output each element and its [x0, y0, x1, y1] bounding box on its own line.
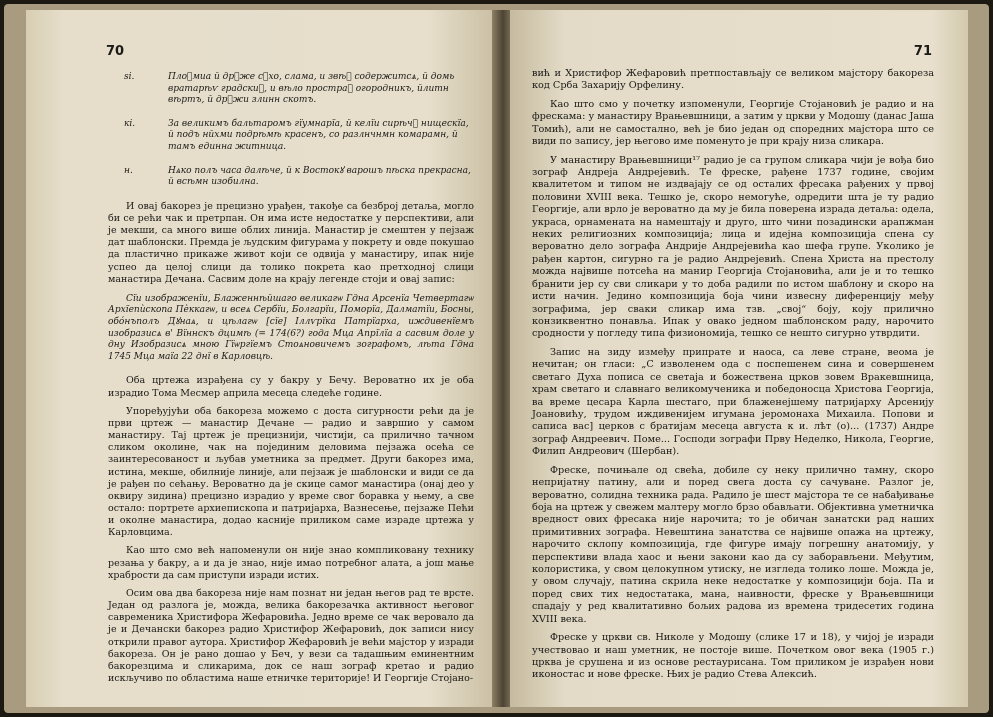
- right-page: [510, 10, 968, 707]
- list-item-text: За великимъ бальтаромъ гїумнарїа, й келїи сирѣчⷩ нищескїа, й подъ нйхми подрѣмѣ красенъ, со разлнчнмн комарамн, й тамъ единна житница.: [168, 118, 469, 152]
- church-slavonic-list: [108, 72, 474, 189]
- paragraph: У манастиру Врањевшници¹⁷ радио је са групом сликара чији је вођа био зограф Андреја Андрејевић. Те фреске, рађене 1737 године, својим квалитетом и типом не издвајају се од осталих фресака рађених у првој половини XVIII века. Тешко је, скоро немогуће, одредити шта је ту радио Георгије, али врло је вероватно да му је била поверена израда детаља: одела, украса, орнамената на намештају и друго, што чини позадински арапжман неких религиозних композиција; лица и идејна композиција спена су вероватно дело зографа Андрије Андрејевића као шефа групе. Уколико је рађен картон, сигурно га је радио Андрејевић. Спена Христа на престолу можда највише потсећа на манир Георгија Стојановића, али је и то тешко бранити јер су сви сликари у то доба радили по истом шаблону и скоро на исти начин. Једино композиција боја чини извесну диференцију међу зографима, јер сваки сликар има тзв. „свој“ боју, коју прилично конзиквентно понавља. Ипак у овако једном шаблонском раду, нарочито сродности у погледу типа физиономија, тешко се нешто сигурно утврдити.: [532, 154, 934, 340]
- left-page: [26, 10, 498, 707]
- paragraph: Фреске у цркви св. Николе у Модошу (слике 17 и 18), у чијој је изради учествовао и наш уметник, не постоје више. Почетком овог века (1905 г.) црква је срушена и из основе рестаурисана. Том приликом је израђен нови иконостас и нове фреске. Њих је радио Стева Алексић.: [532, 632, 934, 681]
- list-item-number: ѕі.: [124, 72, 135, 82]
- paragraph: Запис на зиду између припрате и наоса, са леве стране, веома је нечитан; он гласи: „С изволенем ода с поспешенем сина и совершенем светаго Духа пописа се светаја и божествена црков зовем Вракевшница, храм светаго и славнаго великомученика и победоносца Христова Георгија, ва време цесара Карла шестаго, при блаженејшему патријарху Арсенију Јоановићу, трудом иждивенијем игумана јеромонаха Михаила. Попови и саписа вас] церков с братијам месеца августа к и. лѣт (о)... (1737) Андре зограф Андреевич. Поме... Господи зографи Прву Неделко, Никола, Георгие, Филип Андреович (Шербан).: [532, 346, 934, 458]
- page-number: 70: [106, 44, 125, 59]
- left-page-content: [108, 68, 474, 691]
- paragraph: Фреске, почињале од свећа, добиле су неку прилично тамну, скоро непријатну патину, али и поред свега доста су сачуване. Разлог је, вероватно, солидна техника рада. Радило је шест мајстора те се набађивање боја на цртеж у свежем малтеру могло брзо обављати. Објективна уметничка вредност ових фресака није нарочита; то је обичан занатски рад наших примитивних зографа. Невештина занатства се највише опажа на цртежу, нарочито склопу композиција, где фигуре имају погрешну анатомију, у перспективи влада хаос и њени закони као да су заборављени. Међутим, колористика, у свом целокупном утиску, не изгледа толико лоше. Можда је, у овом случају, патина скрила неке недостатке у композицији боја. Па и поред свих тих недостатака, мана, наивности, фреске у Врањевшници спадају у ред квалитативно бољих радова из времена тридесетих година XVIII века.: [532, 464, 934, 625]
- paragraph: Као што смо већ напоменули он није знао компликовану технику резања у бакру, а и да је знао, није имао потребног алата, а још мање храбрости да сам приступи изради истих.: [108, 545, 474, 581]
- inscription-quote: Сїи изображенїи, Блаженнѣйшаго великагѡ Гдна Арсенїа Четвертагѡ Архїепѝскопа Пѐккагѡ, и всеѧ Сербїи, Болгарїи, Поморїа, Далматїи, Босны, обо́нъполъ Дꙋнаѧ, и цѣлагѡ [сїе] Іллѵрїка Патрїарха, иждивенїемъ изобразисѧ в' Вїннскъ дцимѣ (= 174(6?) года Мца Апрїлїа а сасвим доле у дну Изобразисѧ мною Гїѡргїемъ Стоѧновичемъ зографомъ, лѣта Гдна 1745 Мца маїа 22 днї в Карловцѣ.: [108, 293, 474, 362]
- paragraph: Осим ова два бакореза није нам познат ни један његов рад те врсте. Један од разлога је, можда, велика бакорезачка активност његовог савременика Христифора Жефаровића. Једно време се чак веровало да је и Дечански бакорез радио Христифор Жефаровић, док записи нису открили правог аутора. Христифор Жефаровић је већи мајстор у изради бакореза. Он је рано дошао у Беч, у вези са тадашњим еминентним бакорезцима и сликарима, док се наш зограф кретао и радио искључиво по областима наше етничке територије! И Георгије Стојано-: [108, 587, 474, 684]
- paragraph: вић и Христифор Жефаровић претпостављају се великом мајстору бакореза код Срба Захарију Орфелину.: [532, 68, 934, 92]
- paragraph: Оба цртежа израђена су у бакру у Бечу. Вероватно их је оба израдио Тома Месмер априла месеца следеће године.: [108, 375, 474, 399]
- paragraph: Упоређујући оба бакореза можемо с доста сигурности рећи да је први цртеж — манастир Дечане — радио и завршио у самом манастиру. Тај цртеж је прецизнији, чистији, са прилично тачном сликом околине, чак на појединим деловима пејзажа осећа се заинтересованост и љубав уметника за предмет. Други бакорез има, истина, мекше, обилније линије, али пејзаж је шаблонски и види се да је рађен по сећању. Вероватно да је скице самог манастира (онај део у оквиру зидина) прецизно израдио у време свог боравка у њему, а све остало: портрете архиепископа и патријарха, Вазнесење, пејзаже Пећи и околне манастира, додао касније приликом саме израде цртежа у Карловцима.: [108, 405, 474, 539]
- list-item-text: Нѧко полъ часа далѣче, й к Востокꙋ варошъ пѣска прекрасна, й всѣмн изобилна.: [168, 165, 471, 188]
- paragraph: Као што смо у почетку изпоменули, Георгије Стојановић је радио и на фрескама: у манастиру Врањевшници, а затим у цркви у Модошу (данас Јаша Томић), али не самостално, већ је био један од споредних мајстора што се види по запису, јер његово име поменуто је при крају низа сликара.: [532, 98, 934, 148]
- right-page-content: [532, 68, 934, 688]
- page-number: 71: [913, 44, 932, 59]
- list-item: [108, 119, 474, 154]
- paragraph: И овај бакорез је прецизно урађен, такође са безброј детаља, могло би се рећи чак и претрпан. Он има исте недостатке у перспективи, али је мекши, са много више облих линија. Манастир је смештен у пејзаж дат шаблонски. Премда је људским фигурама у покрету и овде покушао да пластично прикаже живот који се одвија у манастиру, ипак није успео да целој слици да толико покрета као претходној слици манастира Дечана. Сасвим доле на крају легенде стоји и овај запис:: [108, 200, 474, 285]
- list-item-number: н.: [124, 165, 133, 176]
- list-item: [108, 166, 474, 189]
- list-item-number: кі.: [124, 118, 136, 129]
- list-item-text: Плоⷣмиа й дрꙋже сꙋхо, слама, и звѣⷯ содержитсѧ, й домь вратарѣѵ градскиⷯ, и вѣло простраⷩ огородникъ, йлитн вѣртъ, й дрꙋжи злинн скотъ.: [168, 72, 455, 106]
- book-spread: [4, 4, 989, 713]
- list-item: [108, 72, 474, 107]
